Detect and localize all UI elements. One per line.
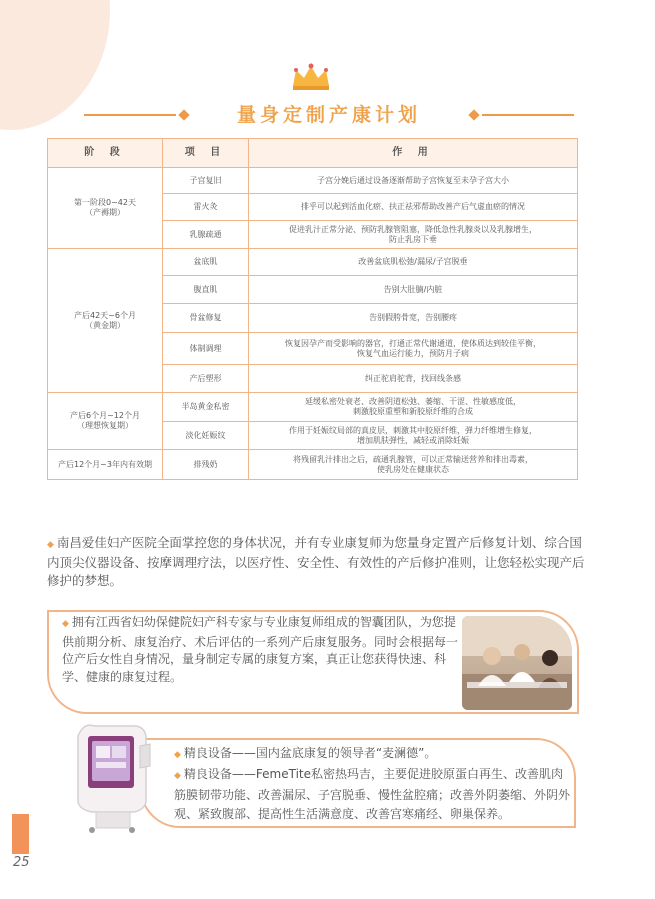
equipment-text-1: 精良设备——国内盆底康复的领导者“麦澜德”。 xyxy=(183,746,437,760)
table-row xyxy=(48,168,578,194)
stage-cell xyxy=(48,450,163,480)
stage-label: 产后12个月~3年内有效期 xyxy=(58,459,152,469)
equipment-paragraph xyxy=(174,744,574,824)
item-cell: 体制调理 xyxy=(163,333,249,365)
header-stage: 阶 段 xyxy=(48,139,163,168)
header-effect: 作 用 xyxy=(249,139,578,168)
effect-cell: 恢复因孕产而受影响的器官，打通正常代谢通道，使体质达到较佳平衡， 恢复气血运行能力，预防月子病 xyxy=(249,333,578,365)
diamond-bullet-icon: ◆ xyxy=(62,619,69,629)
intro-text: 南昌爱佳妇产医院全面掌控您的身体状况，并有专业康复师为您量身定置产后修复计划、综合国内顶尖仪器设备、按摩调理疗法，以医疗性、安全性、有效性的产后修护准则，让您轻松实现产后修护的梦想。 xyxy=(47,535,585,588)
effect-cell: 排乎可以起到活血化瘀、扶正祛邪帮助改善产后气虚血瘀的情况 xyxy=(249,194,578,221)
team-paragraph xyxy=(62,614,462,686)
stage-label: 产后6个月~12个月 xyxy=(70,411,140,420)
crown-icon xyxy=(290,62,332,92)
stage-cell xyxy=(48,393,163,450)
team-text: 拥有江西省妇幼保健院妇产科专家与专业康复师组成的智囊团队，为您提供前期分析、康复治疗、术后评估的一系列产后康复服务。同时会根据每一位产后女性自身情况，量身制定专属的康复方案，真正让您获得快速、科学、健康的康复过程。 xyxy=(62,615,459,684)
stage-sublabel: （黄金期） xyxy=(85,320,125,330)
item-cell: 淡化妊娠纹 xyxy=(163,422,249,450)
care-plan-table xyxy=(47,138,578,480)
stage-cell xyxy=(48,168,163,249)
header-item: 项 目 xyxy=(163,139,249,168)
equipment-text-2: 精良设备——FemeTite私密热玛吉，主要促进胶原蛋白再生、改善肌肉筋膜韧带功能、改善漏尿、子宫脱垂、慢性盆腔痛；改善外阴萎缩、外阴外观、紧致腹部、提高性生活满意度、改善宫寒痛经、卵巢保养。 xyxy=(174,767,571,821)
device-illustration xyxy=(70,716,154,834)
diamond-bullet-icon: ◆ xyxy=(174,771,181,781)
diamond-icon xyxy=(178,109,189,120)
item-cell: 盆底肌 xyxy=(163,249,249,276)
stage-sublabel: （产褥期） xyxy=(85,208,125,217)
page-number-bar xyxy=(12,814,29,854)
effect-cell: 作用于妊娠纹局部的真皮层，刺激其中胶原纤维，弹力纤维增生修复， 增加肌肤弹性，减轻或消除妊娠 xyxy=(249,422,578,450)
stage-label: 第一阶段0~42天 xyxy=(74,198,136,207)
item-cell: 产后塑形 xyxy=(163,365,249,393)
page-number: 25 xyxy=(13,855,30,870)
item-cell: 子宫复旧 xyxy=(163,168,249,194)
stage-cell xyxy=(48,249,163,393)
effect-cell: 子宫分娩后通过设备逐渐帮助子宫恢复至未孕子宫大小 xyxy=(249,168,578,194)
item-cell: 乳腺疏通 xyxy=(163,221,249,249)
diamond-icon xyxy=(468,109,479,120)
effect-cell: 促进乳汁正常分泌、预防乳腺管阻塞，降低急性乳腺炎以及乳腺增生， 防止乳房下垂 xyxy=(249,221,578,249)
title-divider-left xyxy=(84,114,176,116)
effect-cell: 将残留乳汁排出之后，疏通乳腺管，可以正常输送营养和排出毒素， 使乳房处在健康状态 xyxy=(249,450,578,480)
effect-cell: 延缓私密处衰老、改善阴道松弛、萎缩、干涩、性敏感度低， 刺激胶原重塑和新胶原纤维的合成 xyxy=(249,393,578,422)
effect-cell: 改善盆底肌松弛/漏尿/子宫脱垂 xyxy=(249,249,578,276)
item-cell: 雷火灸 xyxy=(163,194,249,221)
consultation-photo-illustration xyxy=(462,616,572,710)
diamond-bullet-icon: ◆ xyxy=(47,540,54,550)
page-title: 量身定制产康计划 xyxy=(236,104,421,126)
title-divider-right xyxy=(482,114,574,116)
consultation-photo xyxy=(462,616,572,710)
diamond-bullet-icon: ◆ xyxy=(174,750,181,760)
intro-paragraph xyxy=(47,534,587,590)
table-header-row xyxy=(48,139,578,168)
item-cell: 腹直肌 xyxy=(163,276,249,304)
item-cell: 半岛黄金私密 xyxy=(163,393,249,422)
item-cell: 骨盆修复 xyxy=(163,304,249,333)
item-cell: 排残奶 xyxy=(163,450,249,480)
stage-label: 产后42天~6个月 xyxy=(74,310,136,320)
effect-cell: 纠正驼肩驼背，找回线条感 xyxy=(249,365,578,393)
stage-sublabel: （理想恢复期） xyxy=(77,421,133,430)
title-row xyxy=(84,100,574,130)
effect-cell: 告别假胯骨宽，告别腰疼 xyxy=(249,304,578,333)
table-row xyxy=(48,393,578,422)
table-row xyxy=(48,450,578,480)
table-row xyxy=(48,249,578,276)
effect-cell: 告别大肚腩/内脏 xyxy=(249,276,578,304)
